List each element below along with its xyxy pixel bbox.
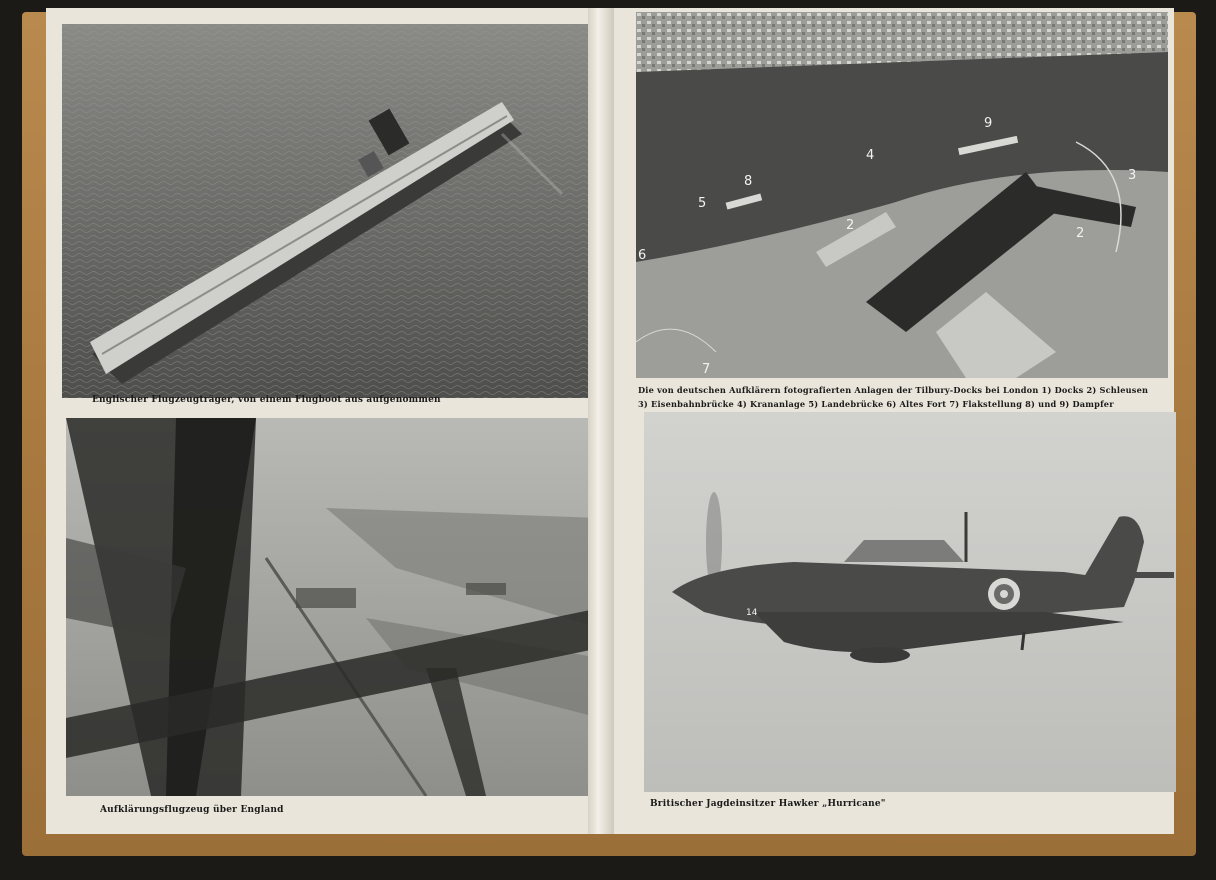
- recon-plane-photo: [66, 418, 600, 796]
- map-label-4: 4: [866, 148, 875, 163]
- hurricane-fighter-photo: [644, 412, 1176, 792]
- map-label-2b: 2: [1076, 226, 1085, 241]
- hurricane-caption: Britischer Jagdeinsitzer Hawker „Hurricane": [650, 799, 886, 809]
- docks-caption-line2: 3) Eisenbahnbrücke 4) Krananlage 5) Landebrücke 6) Altes Fort 7) Flakstellung 8) und 9) Dampfer: [638, 399, 1114, 409]
- left-page: [46, 8, 616, 834]
- carrier-caption: Englischer Flugzeugträger, von einem Flugboot aus aufgenommen: [92, 395, 441, 405]
- tilbury-docks-photo: [636, 12, 1168, 378]
- aircraft-carrier-photo: [62, 24, 592, 398]
- map-label-6: 6: [638, 248, 647, 263]
- map-label-2a: 2: [846, 218, 855, 233]
- map-label-5: 5: [698, 196, 707, 211]
- docks-caption-line1: Die von deutschen Aufklärern fotografierten Anlagen der Tilbury-Docks bei London 1) Docks 2) Schleusen: [638, 385, 1149, 395]
- book-gutter: [588, 8, 614, 834]
- map-label-3: 3: [1128, 168, 1137, 183]
- plane-number: 14: [746, 608, 758, 618]
- recon-caption: Aufklärungsflugzeug über England: [100, 805, 284, 815]
- right-page: [614, 8, 1174, 834]
- map-label-8: 8: [744, 174, 753, 189]
- map-label-9: 9: [984, 116, 993, 131]
- map-label-7: 7: [702, 362, 711, 377]
